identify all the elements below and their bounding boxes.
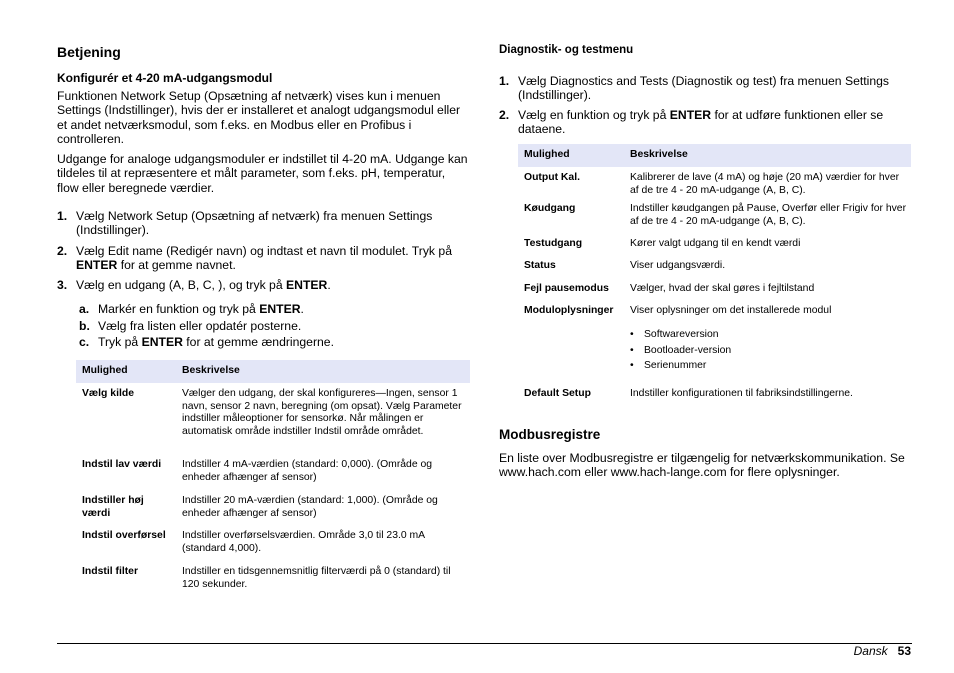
- step-text: Vælg Edit name (Redigér navn) og indtast et navn til modulet. Tryk på: [76, 244, 452, 258]
- substep-text: Vælg fra listen eller opdatér posterne.: [98, 318, 302, 333]
- option-name: Status: [524, 260, 556, 271]
- option-name: Moduloplysninger: [524, 305, 614, 316]
- substep-letter: c.: [79, 335, 90, 349]
- table-row: [76, 383, 470, 459]
- option-name: Output Kal.: [524, 172, 580, 183]
- table-row: [518, 167, 911, 203]
- list-item: [57, 244, 470, 278]
- step-text: Vælg en funktion og tryk på: [518, 108, 670, 122]
- option-description: Kalibrerer de lave (4 mA) og høje (20 mA) værdier for hver af de tre 4 - 20 mA-udgange (A, B, C).: [630, 172, 900, 196]
- table-header-row: [76, 360, 470, 383]
- step-keyword: ENTER: [76, 258, 118, 273]
- option-description-cell: [624, 305, 911, 388]
- configure-substeps-list: [79, 302, 470, 349]
- table-header-description: Beskrivelse: [176, 360, 470, 383]
- step-text: for at gemme navnet.: [117, 258, 236, 273]
- option-description: Viser oplysninger om det installerede modul: [630, 305, 832, 316]
- intro-paragraph-1: Funktionen Network Setup (Opsætning af netværk) vises kun i menuen Settings (Indstillinger), hvis der er installeret et analogt udgangsmodul eller et andet netværksmodul, som f.eks. en Modbus eller en Profibus i controlleren.: [57, 89, 461, 147]
- step-number: 3.: [57, 278, 68, 292]
- footer-divider: [57, 643, 912, 644]
- diagnostics-steps-list: [499, 74, 911, 137]
- substep-text: Tryk på: [98, 335, 142, 349]
- table-row: [518, 260, 911, 283]
- option-name: Indstiller høj værdi: [82, 495, 144, 519]
- option-name: Indstil lav værdi: [82, 459, 162, 470]
- intro-paragraph-2: Udgange for analoge udgangsmoduler er indstillet til 4-20 mA. Udgange kan tildeles til at repræsentere et målt parameter, som f.eks. pH, temperatur, flow eller beregnede værdier.: [57, 152, 468, 195]
- option-description: Indstiller 4 mA-værdien (standard: 0,000). (Område og enheder afhænger af sensor): [182, 459, 433, 483]
- subheading-diagnostics-menu: Diagnostik- og testmenu: [499, 44, 634, 56]
- list-item: [57, 278, 470, 292]
- table-header-option: Mulighed: [518, 144, 624, 167]
- module-info-bullets: [630, 329, 907, 376]
- table-header-row: [518, 144, 911, 167]
- table-row: [518, 283, 911, 305]
- substep-text: Markér en funktion og tryk på: [98, 302, 260, 316]
- step-number: 2.: [499, 108, 510, 122]
- option-description: Vælger den udgang, der skal konfigureres—Ingen, sensor 1 navn, sensor 2 navn, beregning (om opsat). Vælg Parameter indstiller måleoptioner for sensorkø. Når målingen er automatisk område indstiller Indstil område området.: [182, 388, 462, 437]
- table-row: [76, 495, 470, 530]
- step-text: Vælg Diagnostics and Tests (Diagnostik og test) fra menuen Settings (Indstillinger).: [518, 74, 890, 103]
- option-description: Kører valgt udgang til en kendt værdi: [630, 238, 801, 249]
- step-text: .: [327, 278, 331, 292]
- option-name: Vælg kilde: [82, 388, 134, 399]
- step-number: 2.: [57, 244, 68, 258]
- option-name: Fejl pausemodus: [524, 283, 609, 294]
- substep-letter: b.: [79, 318, 90, 333]
- substep-text: for at gemme ændringerne.: [182, 335, 334, 349]
- table-row: [518, 388, 911, 412]
- option-description: Viser udgangsværdi.: [630, 260, 726, 271]
- option-description: Indstiller 20 mA-værdien (standard: 1,000). (Område og enheder afhænger af sensor): [182, 495, 438, 519]
- footer-language: Dansk: [853, 644, 888, 658]
- step-number: 1.: [499, 74, 510, 88]
- list-item: [79, 319, 470, 336]
- diagnostics-options-table: [518, 144, 911, 412]
- table-row: [76, 459, 470, 495]
- list-item: [79, 302, 470, 319]
- list-item: • Bootloader-version: [630, 345, 907, 361]
- table-header-option: Mulighed: [76, 360, 176, 383]
- substep-keyword: ENTER: [141, 335, 183, 349]
- configure-steps-list: [57, 209, 470, 292]
- step-text: for at udføre funktionen eller se dataene.: [518, 108, 884, 137]
- table-row: [76, 530, 470, 566]
- step-number: 1.: [57, 209, 68, 223]
- table-row: [76, 566, 470, 592]
- option-name: Testudgang: [524, 238, 583, 249]
- section-heading-betjening: Betjening: [57, 44, 121, 60]
- subheading-configure-module: Konfigurér et 4-20 mA-udgangsmodul: [57, 71, 273, 85]
- option-name: Indstil overførsel: [82, 530, 166, 541]
- table-row: [518, 305, 911, 388]
- page-footer: [854, 644, 911, 658]
- option-description: Vælger, hvad der skal gøres i fejltilstand: [630, 283, 815, 294]
- step-text: Vælg Network Setup (Opsætning af netværk) fra menuen Settings (Indstillinger).: [76, 209, 433, 238]
- substep-letter: a.: [79, 302, 90, 316]
- option-description: Indstiller en tidsgennemsnitlig filterværdi på 0 (standard) til 120 sekunder.: [182, 566, 451, 590]
- table-row: [518, 238, 911, 260]
- output-options-table: [76, 360, 470, 592]
- substep-text: .: [300, 302, 304, 316]
- option-name: Indstil filter: [82, 566, 138, 577]
- step-keyword: ENTER: [669, 108, 712, 122]
- list-item: • Softwareversion: [630, 329, 907, 345]
- section-heading-modbus: Modbusregistre: [499, 427, 601, 442]
- table-row: [518, 203, 911, 238]
- step-text: Vælg en udgang (A, B, C, ), og tryk på: [76, 278, 287, 292]
- modbus-paragraph: En liste over Modbusregistre er tilgængelig for netværkskommunikation. Se www.hach.com eller www.hach-lange.com for flere oplysninger.: [499, 451, 905, 480]
- list-item: • Serienummer: [630, 360, 907, 376]
- substep-keyword: ENTER: [259, 302, 301, 316]
- list-item: [499, 108, 911, 137]
- list-item: [79, 335, 470, 349]
- option-description: Indstiller køudgangen på Pause, Overfør eller Frigiv for hver af de tre 4 - 20 mA-udgange (A, B, C).: [630, 203, 907, 227]
- page-number: 53: [897, 644, 911, 658]
- table-header-description: Beskrivelse: [624, 144, 911, 167]
- list-item: [57, 209, 470, 244]
- step-keyword: ENTER: [286, 278, 328, 292]
- list-item: [499, 74, 911, 108]
- option-description: Indstiller konfigurationen til fabriksindstillingerne.: [630, 388, 853, 399]
- option-description: Indstiller overførselsværdien. Område 3,0 til 23.0 mA (standard 4,000).: [182, 530, 425, 554]
- option-name: Default Setup: [524, 388, 591, 399]
- option-name: Køudgang: [524, 203, 576, 214]
